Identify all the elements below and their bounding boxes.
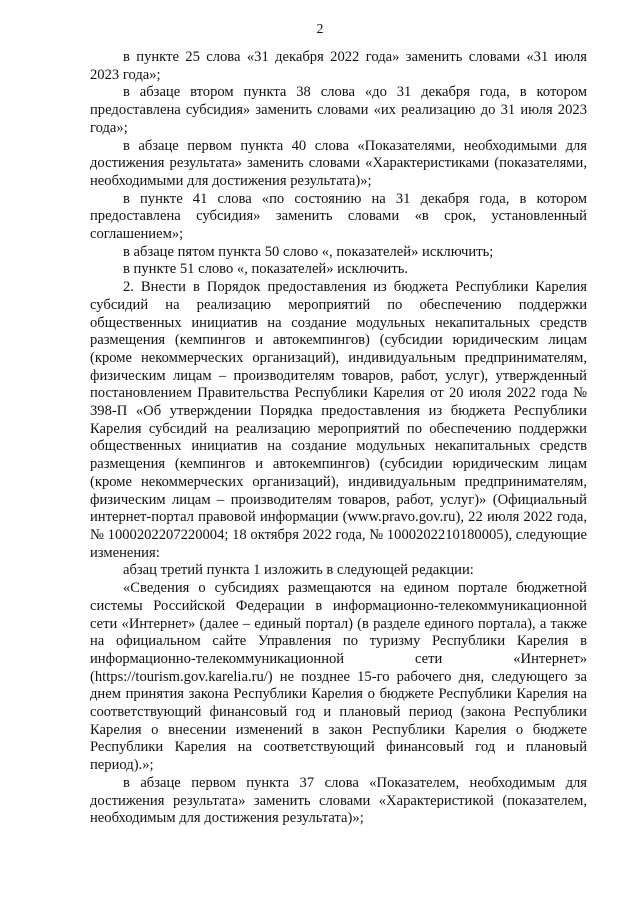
paragraph-item-41: в пункте 41 слова «по состоянию на 31 декабря года, в котором предоставлена субсидия» заменить словами «в срок, установленный соглашением»; (90, 190, 587, 243)
paragraph-item-37: в абзаце первом пункта 37 слова «Показателем, необходимым для достижения результата» заменить словами «Характеристикой (показателем, необходимым для достижения результата)»; (90, 774, 587, 827)
paragraph-item-1-intro: абзац третий пункта 1 изложить в следующей редакции: (123, 562, 474, 579)
paragraph-item-38: в абзаце втором пункта 38 слова «до 31 декабря года, в котором предоставлена субсидия» заменить словами «их реализацию до 31 июля 2023 года»; (90, 84, 587, 136)
document-body (90, 49, 587, 828)
paragraph-item-25: в пункте 25 слова «31 декабря 2022 года» заменить словами «31 июля 2023 года»; (90, 49, 587, 83)
paragraph-item-50: в абзаце пятом пункта 50 слово «, показателей» исключить; (123, 243, 494, 260)
page-number: 2 (316, 22, 324, 37)
paragraph-item-51: в пункте 51 слово «, показателей» исключить. (123, 261, 409, 278)
paragraph-item-1-text: «Сведения о субсидиях размещаются на едином портале бюджетной системы Российской Федерации в информационно-телекоммуникационной сети «Интернет» (далее – единый портал) (в разделе единого портала), а также на официальном сайте Управления по туризму Республики Карелия в информационно-телекоммуникационной сети «Интернет» (https://tourism.gov.karelia.ru/) не позднее 15-го рабочего дня, следующего за днем принятия закона Республики Карелия о бюджете Республики Карелия на соответствующий финансовый год и плановый период (закона Республики Карелия о внесении изменений в закон Республики Карелия о бюджете Республики Карелия на соответствующий финансовый год и плановый период).»; (90, 580, 587, 774)
paragraph-section-2: 2. Внести в Порядок предоставления из бюджета Республики Карелия субсидий на реализацию мероприятий по обеспечению поддержки общественных инициатив на создание модульных некапитальных средств размещения (кемпингов и автокемпингов) (субсидии юридическим лицам (кроме некоммерческих организаций), индивидуальным предпринимателям, физическим лицам – производителям товаров, работ, услуг), утвержденный постановлением Правительства Республики Карелия от 20 июля 2022 года № 398-П «Об утверждении Порядка предоставления из бюджета Республики Карелия субсидий на реализацию мероприятий по обеспечению поддержки общественных инициатив на создание модульных некапитальных средств размещения (кемпингов и автокемпингов) (субсидии юридическим лицам (кроме некоммерческих организаций), индивидуальным предпринимателям, физическим лицам – производителям товаров, работ, услуг)» (Официальный интернет-портал правовой информации (www.pravo.gov.ru), 22 июля 2022 года, № 1000202207220004; 18 октября 2022 года, № 1000202210180005), следующие изменения: (90, 279, 587, 561)
paragraph-item-40: в абзаце первом пункта 40 слова «Показателями, необходимыми для достижения результата» заменить словами «Характеристиками (показателями, необходимыми для достижения результата)»; (90, 137, 587, 189)
